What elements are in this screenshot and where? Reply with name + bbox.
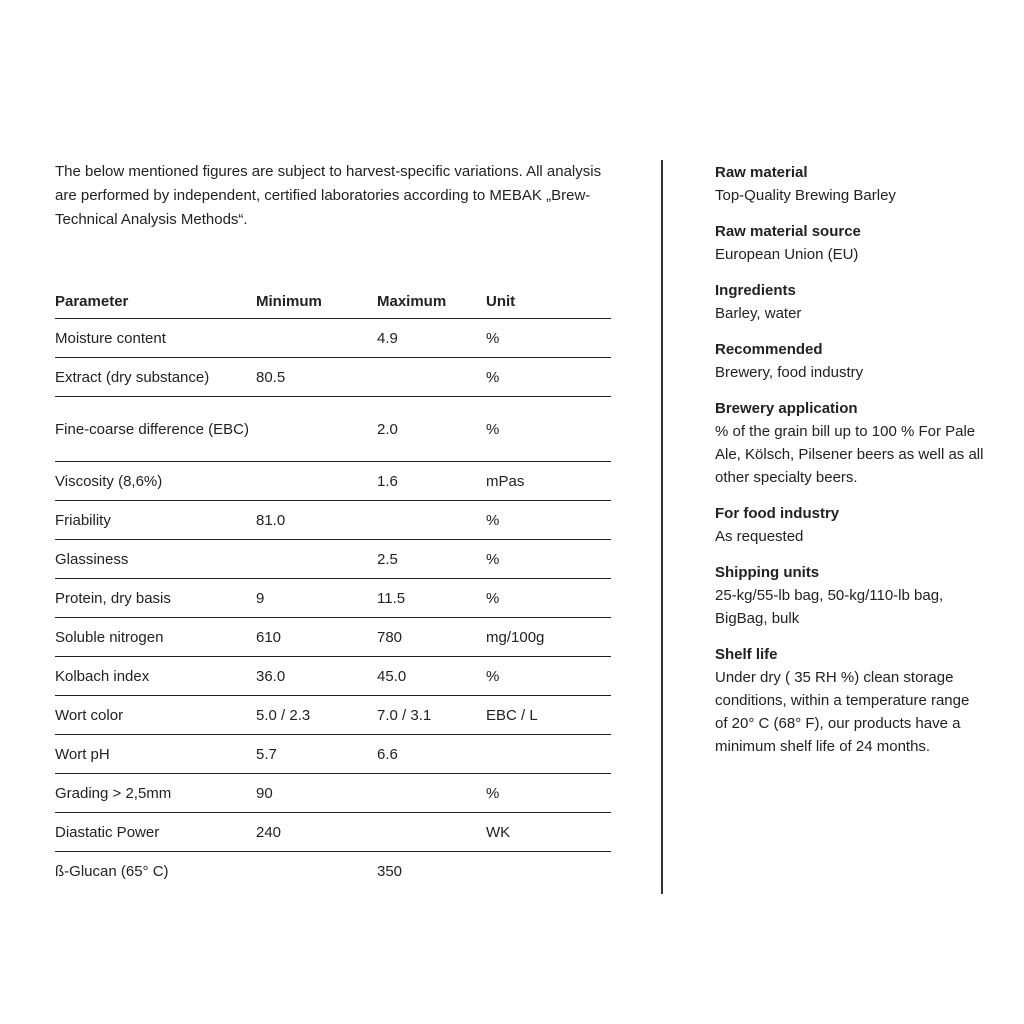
info-raw-material-source bbox=[715, 221, 985, 266]
info-recommended bbox=[715, 339, 985, 384]
table-row bbox=[55, 397, 611, 462]
info-ingredients bbox=[715, 280, 985, 325]
cell-parameter: Fine-coarse difference (EBC) bbox=[55, 397, 256, 462]
info-label: Recommended bbox=[715, 341, 823, 358]
info-value: % of the grain bill up to 100 % For Pale Ale, Kölsch, Pilsener beers as well as all other specialty beers. bbox=[715, 423, 984, 486]
cell-maximum: 4.9 bbox=[377, 319, 486, 358]
cell-unit: % bbox=[486, 540, 611, 579]
info-shipping-units bbox=[715, 562, 985, 630]
info-food-industry bbox=[715, 503, 985, 548]
table-row bbox=[55, 319, 611, 358]
cell-minimum: 81.0 bbox=[256, 501, 377, 540]
cell-unit: % bbox=[486, 397, 611, 462]
cell-maximum: 2.0 bbox=[377, 397, 486, 462]
cell-parameter: Viscosity (8,6%) bbox=[55, 462, 256, 501]
table-row bbox=[55, 501, 611, 540]
cell-minimum: 90 bbox=[256, 774, 377, 813]
table-row bbox=[55, 735, 611, 774]
cell-maximum: 11.5 bbox=[377, 579, 486, 618]
cell-minimum: 5.7 bbox=[256, 735, 377, 774]
header-unit: Unit bbox=[486, 280, 611, 319]
info-value: European Union (EU) bbox=[715, 246, 859, 263]
table-row bbox=[55, 696, 611, 735]
table-row bbox=[55, 813, 611, 852]
cell-maximum bbox=[377, 358, 486, 397]
cell-parameter: Protein, dry basis bbox=[55, 579, 256, 618]
header-minimum: Minimum bbox=[256, 280, 377, 319]
table-row bbox=[55, 579, 611, 618]
cell-unit: WK bbox=[486, 813, 611, 852]
cell-unit: % bbox=[486, 319, 611, 358]
info-brewery-application bbox=[715, 398, 985, 489]
header-maximum: Maximum bbox=[377, 280, 486, 319]
cell-unit: % bbox=[486, 501, 611, 540]
cell-parameter: ß-Glucan (65° C) bbox=[55, 862, 169, 880]
cell-parameter: Kolbach index bbox=[55, 657, 256, 696]
cell-maximum: 1.6 bbox=[377, 462, 486, 501]
cell-unit: % bbox=[486, 358, 611, 397]
info-shelf-life bbox=[715, 644, 985, 758]
cell-unit: mPas bbox=[486, 462, 611, 501]
cell-parameter: Moisture content bbox=[55, 319, 256, 358]
info-label: Brewery application bbox=[715, 400, 858, 417]
cell-unit: % bbox=[486, 657, 611, 696]
cell-maximum: 780 bbox=[377, 618, 486, 657]
cell-parameter: Grading > 2,5mm bbox=[55, 774, 256, 813]
info-label: Raw material source bbox=[715, 223, 861, 240]
cell-unit bbox=[486, 735, 611, 774]
table-row bbox=[55, 540, 611, 579]
cell-unit: % bbox=[486, 579, 611, 618]
header-parameter: Parameter bbox=[55, 280, 256, 319]
intro-paragraph: The below mentioned figures are subject to harvest-specific variations. All analysis are performed by independent, certified laboratories according to MEBAK „Brew-Technical Analysis Methods“. bbox=[55, 163, 602, 228]
table-row bbox=[55, 774, 611, 813]
cell-minimum: 36.0 bbox=[256, 657, 377, 696]
cell-maximum: 6.6 bbox=[377, 735, 486, 774]
info-value: 25-kg/55-lb bag, 50-kg/110-lb bag, BigBag, bulk bbox=[715, 587, 944, 627]
table-row bbox=[55, 462, 611, 501]
info-raw-material bbox=[715, 162, 985, 207]
info-value: Under dry ( 35 RH %) clean storage conditions, within a temperature range of 20° C (68° F), our products have a minimum shelf life of 24 months. bbox=[715, 669, 970, 755]
cell-parameter: Wort pH bbox=[55, 735, 256, 774]
column-divider bbox=[661, 160, 663, 894]
specification-table bbox=[55, 280, 611, 890]
table-header-row bbox=[55, 280, 611, 319]
info-label: Shelf life bbox=[715, 646, 778, 663]
table-row bbox=[55, 657, 611, 696]
cell-minimum bbox=[256, 540, 377, 579]
cell-unit: % bbox=[486, 774, 611, 813]
right-column bbox=[715, 162, 985, 772]
cell-parameter: Friability bbox=[55, 501, 256, 540]
cell-maximum bbox=[377, 501, 486, 540]
table-row bbox=[55, 618, 611, 657]
cell-parameter: Diastatic Power bbox=[55, 813, 256, 852]
cell-minimum bbox=[256, 397, 377, 462]
cell-minimum: 9 bbox=[256, 579, 377, 618]
cell-maximum: 350 bbox=[377, 862, 403, 880]
cell-minimum: 5.0 / 2.3 bbox=[256, 696, 377, 735]
info-label: Shipping units bbox=[715, 564, 820, 581]
cell-parameter: Glassiness bbox=[55, 540, 256, 579]
cell-maximum: 45.0 bbox=[377, 657, 486, 696]
cell-unit: EBC / L bbox=[486, 696, 611, 735]
cell-maximum: 7.0 / 3.1 bbox=[377, 696, 486, 735]
left-column bbox=[55, 160, 611, 890]
cell-maximum bbox=[377, 813, 486, 852]
info-label: For food industry bbox=[715, 505, 840, 522]
cell-maximum: 2.5 bbox=[377, 540, 486, 579]
cell-parameter: Wort color bbox=[55, 696, 256, 735]
info-label: Ingredients bbox=[715, 282, 796, 299]
cell-minimum bbox=[256, 852, 377, 891]
info-value: Top-Quality Brewing Barley bbox=[715, 187, 896, 204]
info-value: As requested bbox=[715, 528, 804, 545]
cell-unit: mg/100g bbox=[486, 618, 611, 657]
cell-maximum bbox=[377, 774, 486, 813]
cell-minimum bbox=[256, 319, 377, 358]
table-row bbox=[55, 358, 611, 397]
cell-minimum bbox=[256, 462, 377, 501]
cell-minimum: 80.5 bbox=[256, 358, 377, 397]
cell-minimum: 610 bbox=[256, 618, 377, 657]
cell-unit bbox=[486, 852, 611, 891]
info-value: Barley, water bbox=[715, 305, 802, 322]
info-value: Brewery, food industry bbox=[715, 364, 864, 381]
cell-minimum: 240 bbox=[256, 813, 377, 852]
info-label: Raw material bbox=[715, 164, 808, 181]
cell-parameter: Extract (dry substance) bbox=[55, 358, 256, 397]
cell-parameter: Soluble nitrogen bbox=[55, 618, 256, 657]
table-row bbox=[55, 852, 611, 891]
